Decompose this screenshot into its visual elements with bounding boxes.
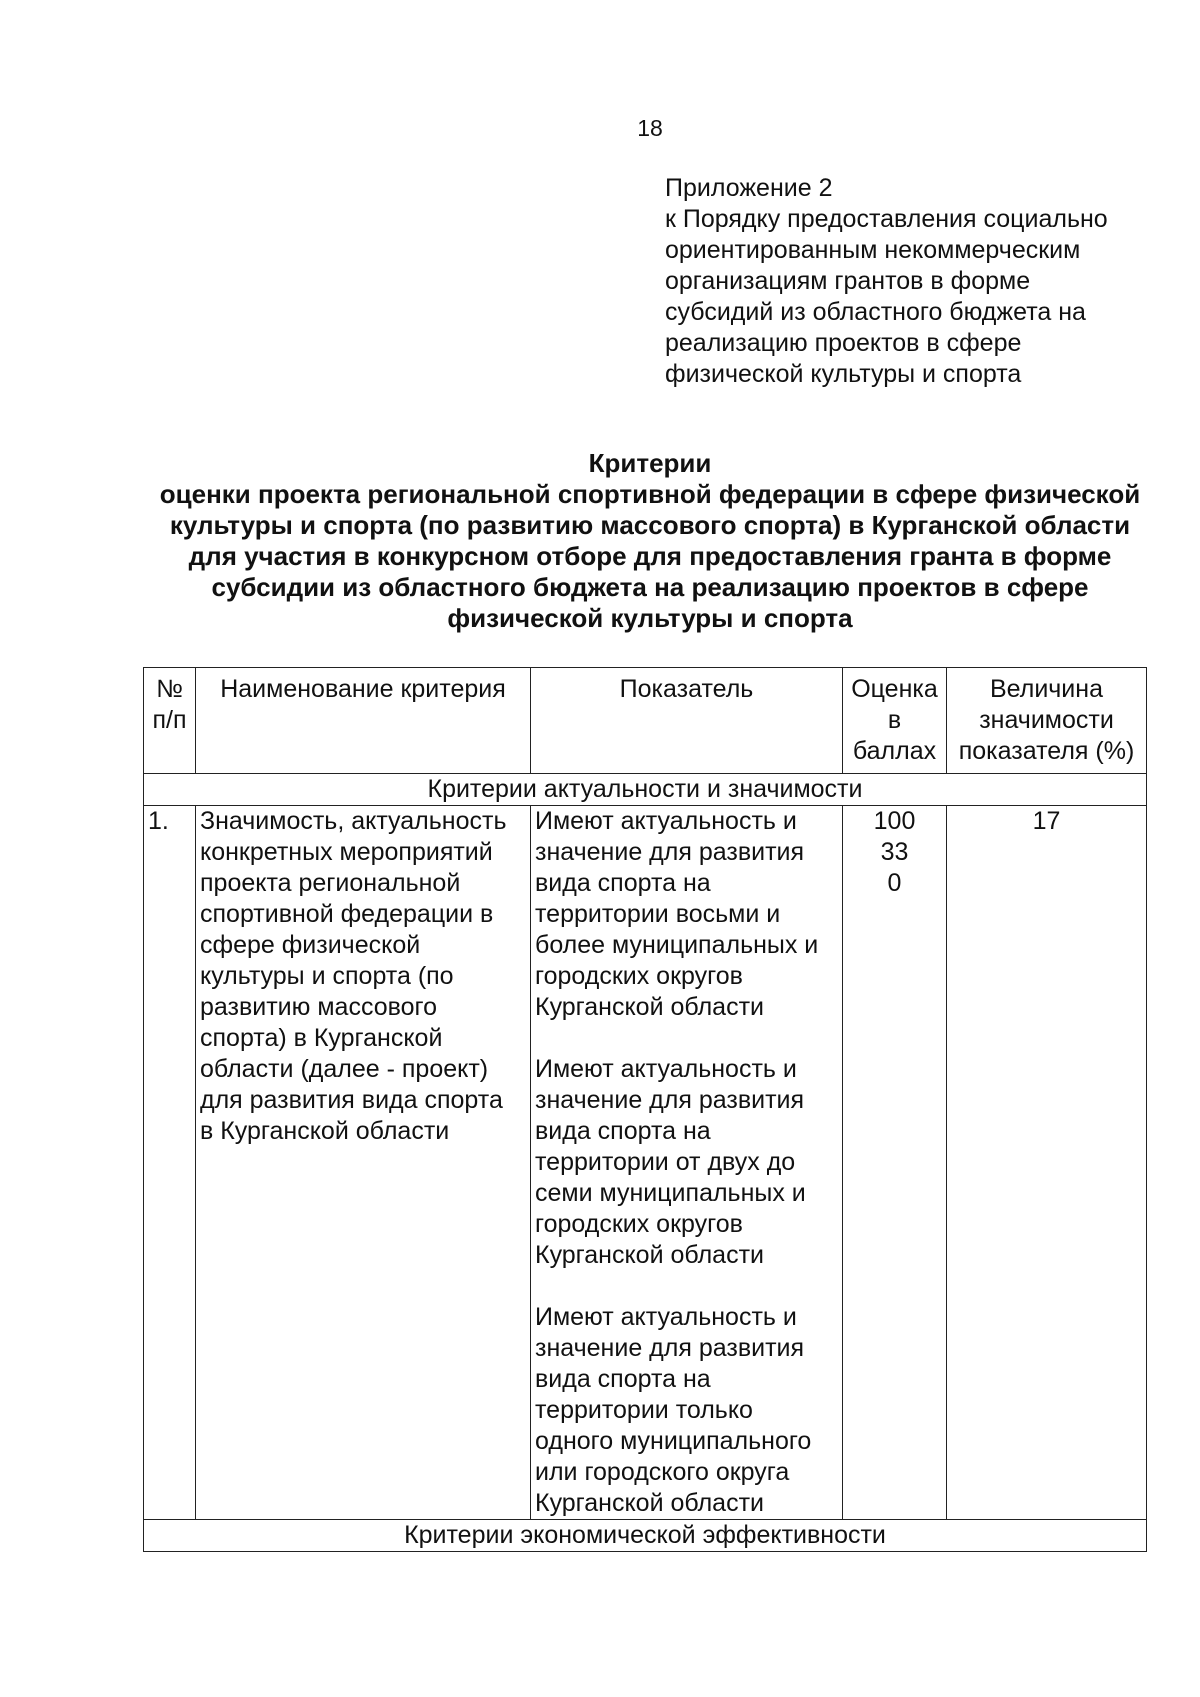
header-name: Наименование критерия	[196, 668, 531, 774]
indicator-line: одного муниципального	[535, 1427, 812, 1455]
header-weight	[947, 668, 1147, 774]
indicator-option	[535, 1302, 838, 1519]
indicator-spacer	[535, 1271, 838, 1302]
criterion-name-line: Значимость, актуальность	[200, 807, 507, 835]
indicator-spacer	[535, 1023, 838, 1054]
indicator-line: территории только	[535, 1396, 753, 1424]
annex-line: субсидий из областного бюджета на	[665, 298, 1086, 326]
annex-line: реализацию проектов в сфере	[665, 329, 1022, 357]
annex-line: организациям грантов в форме	[665, 267, 1031, 295]
header-num-line: п/п	[152, 706, 187, 734]
criterion-name-line: спорта) в Курганской	[200, 1024, 443, 1052]
header-score-line: Оценка	[851, 675, 938, 703]
header-score-line: баллах	[852, 737, 937, 765]
section-title: Критерии актуальности и значимости	[144, 774, 1147, 806]
criterion-name	[196, 806, 531, 1520]
indicator-line: значение для развития	[535, 838, 805, 866]
indicator-line: Имеют актуальность и	[535, 807, 797, 835]
table-header-row	[144, 668, 1147, 774]
score-value: 100	[873, 807, 916, 835]
score-value: 33	[880, 838, 909, 866]
indicator-line: городских округов	[535, 962, 743, 990]
criterion-name-line: для развития вида спорта	[200, 1086, 503, 1114]
page-number: 18	[637, 115, 663, 141]
title-line: культуры и спорта (по развитию массового спорта) в Курганской области	[169, 510, 1131, 540]
indicator-line: территории восьми и	[535, 900, 781, 928]
header-weight-line: Величина	[989, 675, 1103, 703]
indicator-line: значение для развития	[535, 1086, 805, 1114]
indicator-line: территории от двух до	[535, 1148, 796, 1176]
indicator-line: или городского округа	[535, 1458, 790, 1486]
indicator-line: вида спорта на	[535, 1117, 711, 1145]
indicator-line: городских округов	[535, 1210, 743, 1238]
annex-line: физической культуры и спорта	[665, 360, 1022, 388]
annex-reference	[665, 173, 1145, 390]
criterion-name-line: сфере физической	[200, 931, 421, 959]
indicator-line: семи муниципальных и	[535, 1179, 806, 1207]
criterion-name-line: развитию массового	[200, 993, 437, 1021]
row-number: 1.	[144, 806, 196, 1520]
score-cell	[843, 806, 947, 1520]
header-num-line: №	[156, 675, 183, 703]
section-row-economic	[144, 1520, 1147, 1552]
annex-line: ориентированным некоммерческим	[665, 236, 1081, 264]
score-value: 0	[887, 869, 902, 897]
criterion-name-line: области (далее - проект)	[200, 1055, 489, 1083]
indicator-line: Курганской области	[535, 1489, 765, 1517]
header-indicator: Показатель	[531, 668, 843, 774]
indicator-line: вида спорта на	[535, 869, 711, 897]
header-score	[843, 668, 947, 774]
criteria-table	[143, 667, 1147, 1552]
header-score-line: в	[887, 706, 902, 734]
document-title	[140, 448, 1160, 634]
indicator-line: вида спорта на	[535, 1365, 711, 1393]
section-row-relevance	[144, 774, 1147, 806]
indicator-option	[535, 806, 838, 1023]
weight-value: 17	[947, 806, 1147, 1520]
indicator-option	[535, 1054, 838, 1271]
indicator-line: Имеют актуальность и	[535, 1303, 797, 1331]
title-line: физической культуры и спорта	[447, 603, 853, 633]
title-line: субсидии из областного бюджета на реализацию проектов в сфере	[211, 572, 1089, 602]
header-weight-line: показателя (%)	[958, 737, 1135, 765]
annex-line: к Порядку предоставления социально	[665, 205, 1108, 233]
criterion-name-line: в Курганской области	[200, 1117, 450, 1145]
title-line: для участия в конкурсном отборе для предоставления гранта в форме	[188, 541, 1112, 571]
criterion-name-line: конкретных мероприятий	[200, 838, 493, 866]
indicator-line: значение для развития	[535, 1334, 805, 1362]
indicator-line: Курганской области	[535, 1241, 765, 1269]
indicator-cell	[531, 806, 843, 1520]
table-row	[144, 806, 1147, 1520]
header-weight-line: значимости	[979, 706, 1114, 734]
indicator-line: Имеют актуальность и	[535, 1055, 797, 1083]
criterion-name-line: проекта региональной	[200, 869, 461, 897]
title-line: Критерии	[588, 448, 712, 478]
annex-line: Приложение 2	[665, 174, 833, 202]
indicator-line: Курганской области	[535, 993, 765, 1021]
header-num	[144, 668, 196, 774]
criterion-name-line: спортивной федерации в	[200, 900, 494, 928]
section-title: Критерии экономической эффективности	[144, 1520, 1147, 1552]
indicator-line: более муниципальных и	[535, 931, 819, 959]
title-line: оценки проекта региональной спортивной федерации в сфере физической	[159, 479, 1141, 509]
criterion-name-line: культуры и спорта (по	[200, 962, 454, 990]
